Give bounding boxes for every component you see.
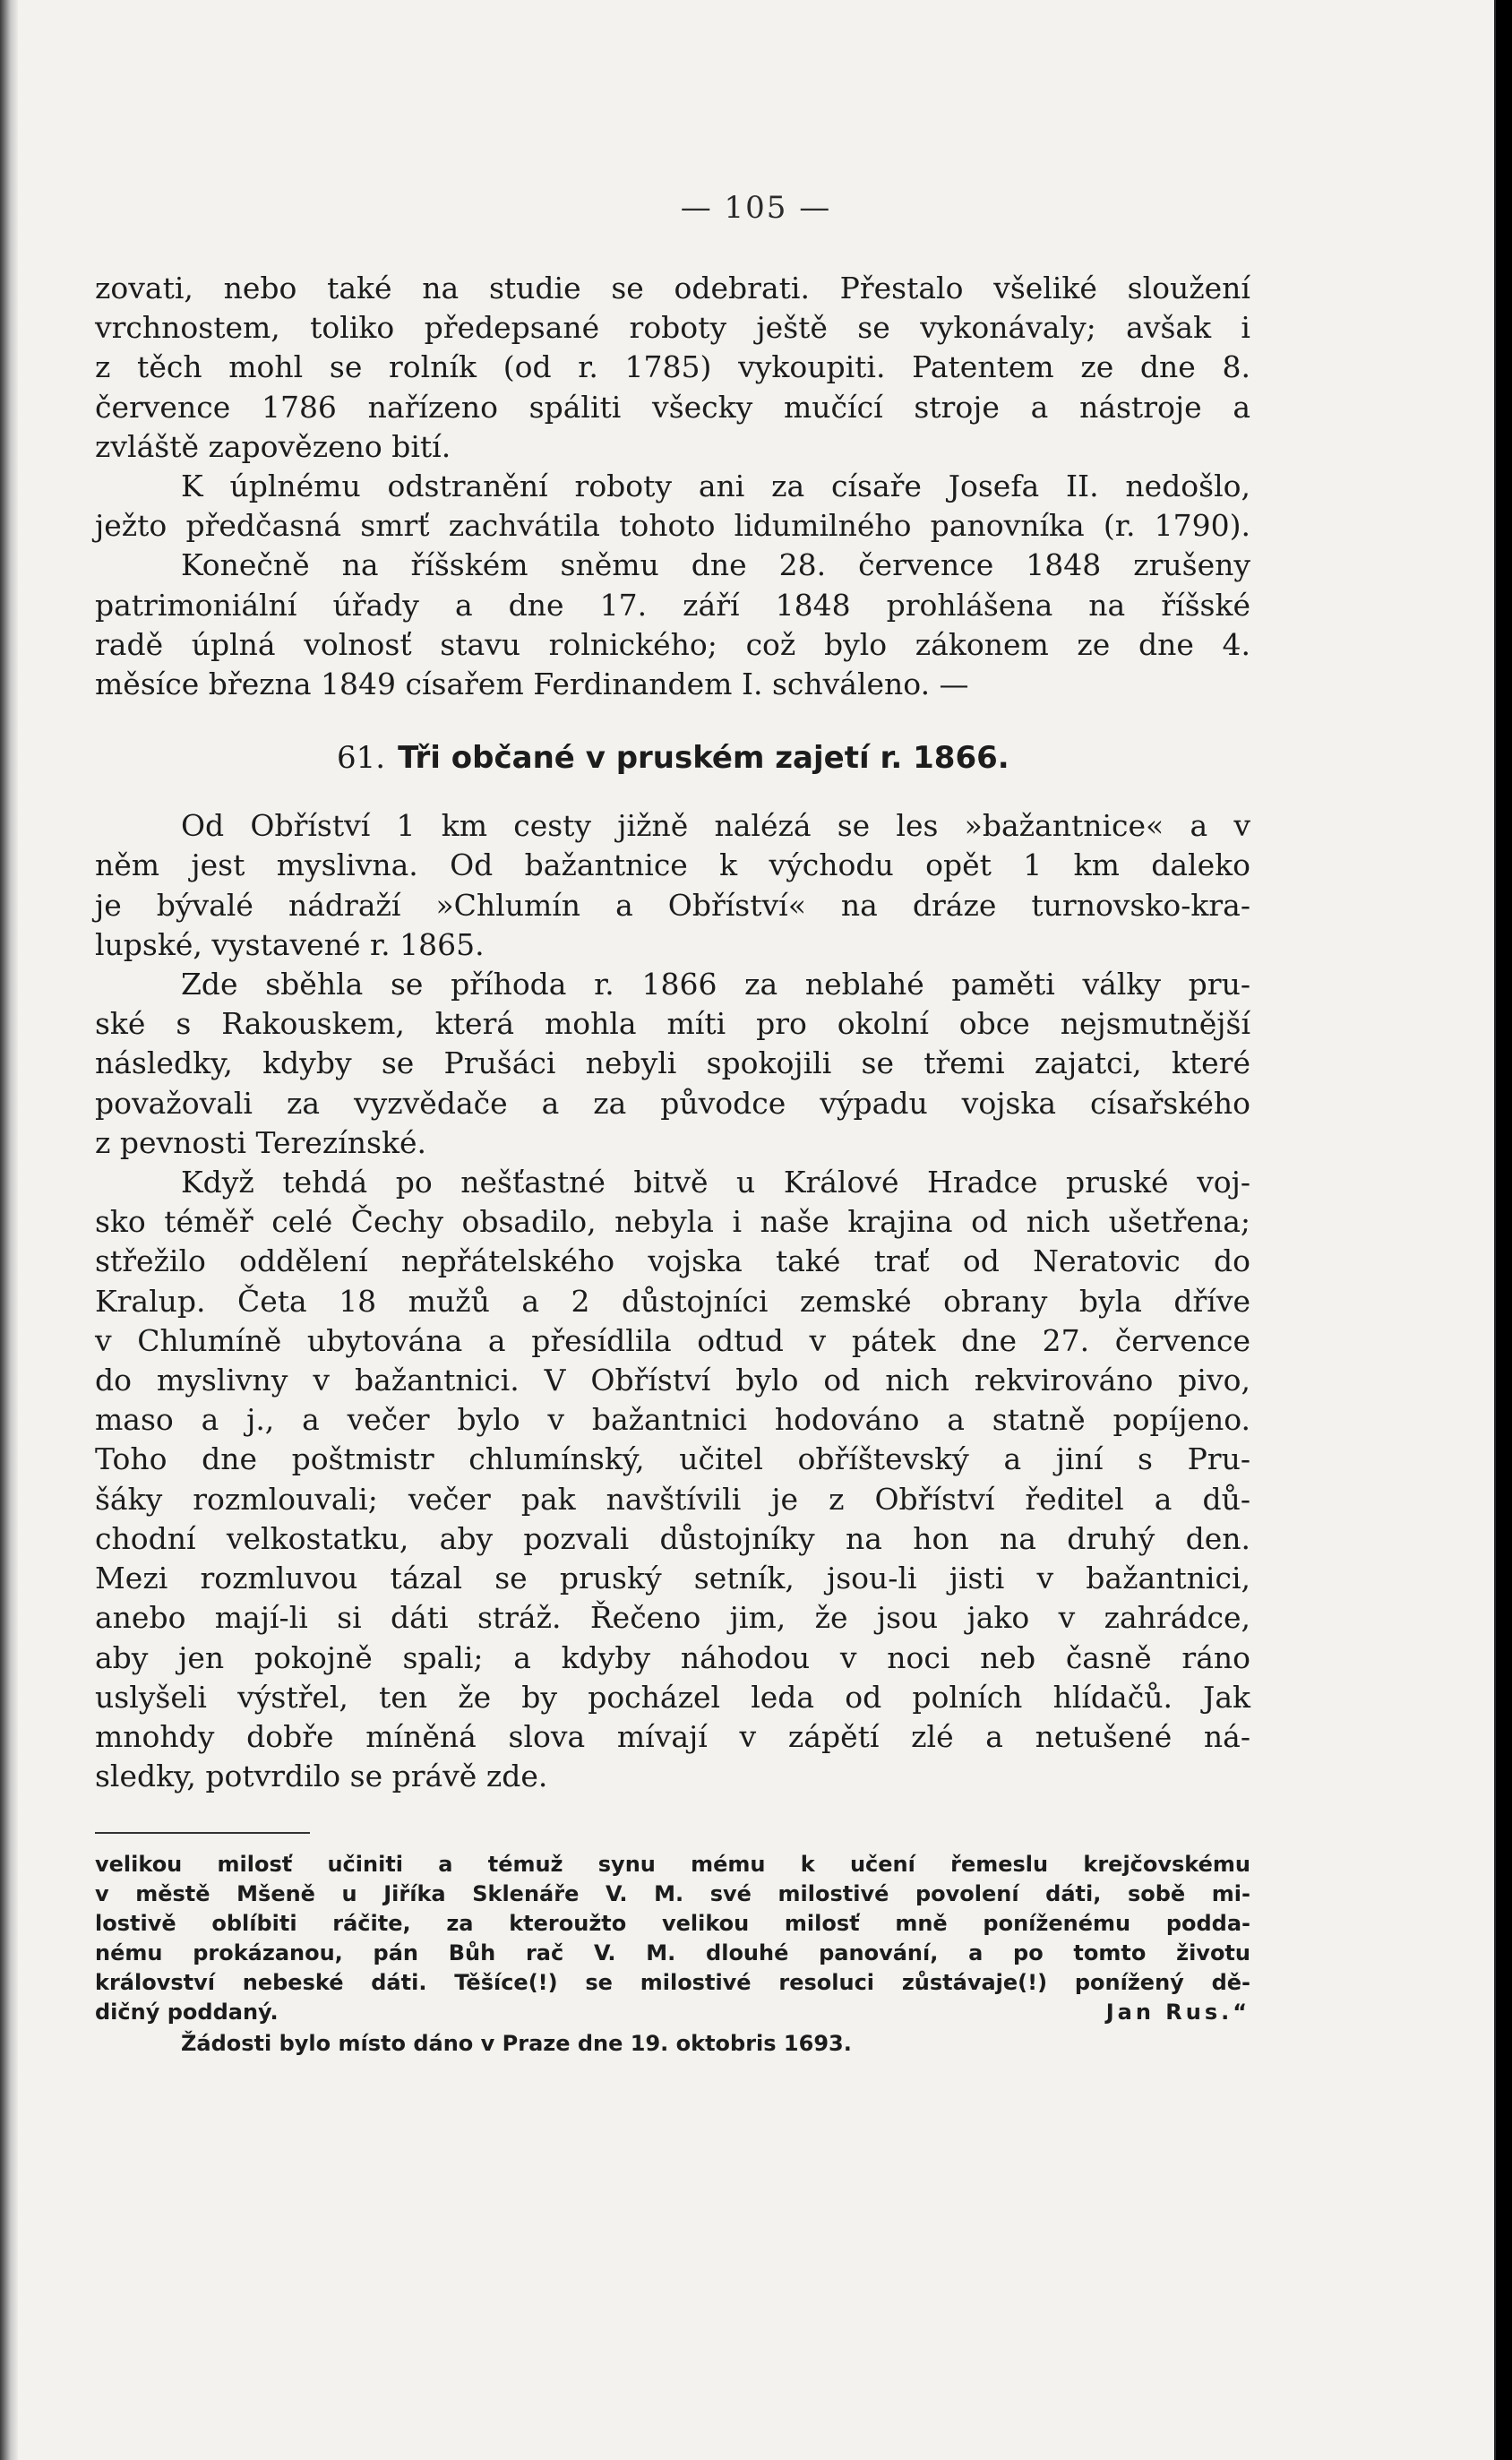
text-line: do myslivny v bažantnici. V Obříství bylo od nich rekvirováno pivo, [95, 1363, 1250, 1398]
section-paragraph [95, 1163, 1250, 1796]
section-paragraph [95, 806, 1250, 965]
scan-right-edge [1496, 0, 1512, 2460]
text-line: Konečně na říšském sněmu dne 28. července 1848 zrušeny [181, 547, 1250, 583]
text-line: maso a j., a večer bylo v bažantnici hodováno a statně popíjeno. [95, 1402, 1250, 1438]
text-line: sko téměř celé Čechy obsadilo, nebyla i naše krajina od nich ušetřena; [95, 1204, 1250, 1240]
scan-left-edge [0, 0, 18, 2460]
paragraph-robota [95, 467, 1250, 704]
footnote-line: království nebeské dáti. Těšíce(!) se milostivé resoluci zůstávaje(!) ponížený dě- [95, 1970, 1250, 1996]
footnote [95, 1850, 1250, 2059]
text-line: Od Obříství 1 km cesty jižně nalézá se les »bažantnice« a v [181, 808, 1250, 844]
section-title: Tři občané v pruském zajetí r. 1866. [398, 740, 1009, 777]
text-line: následky, kdyby se Prušáci nebyli spokojili se třemi zajatci, které [95, 1045, 1250, 1081]
text-line: uslyšeli výstřel, ten že by pocházel leda od polních hlídačů. Jak [95, 1679, 1250, 1715]
section-number: 61. [337, 740, 386, 777]
text-line: sledky, potvrdilo se právě zde. [95, 1759, 548, 1794]
text-line: v Chlumíně ubytována a přesídlila odtud v pátek dne 27. července [95, 1322, 1250, 1358]
text-line: šáky rozmlouvali; večer pak navštívili je z Obříství ředitel a dů- [95, 1481, 1250, 1517]
text-line: Kralup. Četa 18 mužů a 2 důstojníci zemské obrany byla dříve [95, 1283, 1250, 1319]
text-line: ské s Rakouskem, která mohla míti pro okolní obce nejsmutnější [95, 1006, 1250, 1042]
text-line: Když tehdá po nešťastné bitvě u Králové Hradce pruské voj- [181, 1165, 1250, 1200]
text-line: ježto předčasná smrť zachvátila tohoto lidumilného panovníka (r. 1790). [95, 508, 1250, 544]
footnote-line: velikou milosť učiniti a témuž synu mému k učení řemeslu krejčovskému [95, 1852, 1250, 1878]
footnote-line: v městě Mšeně u Jiříka Sklenáře V. M. své milostivé povolení dáti, sobě mi- [95, 1881, 1250, 1907]
text-line: zvláště zapovězeno bití. [95, 428, 451, 464]
text-line: Toho dne poštmistr chlumínský, učitel obříštevský a jiní s Pru- [95, 1441, 1250, 1477]
text-line: anebo mají-li si dáti stráž. Řečeno jim, že jsou jako v zahrádce, [95, 1600, 1250, 1636]
footnote-line: lostivě oblíbiti ráčite, za kteroužto velikou milosť mně poníženému podda- [95, 1911, 1250, 1937]
text-line: zovati, nebo také na studie se odebrati. Přestalo všeliké sloužení [95, 271, 1250, 305]
text-line: K úplnému odstranění roboty ani za císaře Josefa II. nedošlo, [181, 469, 1250, 504]
paragraph-continuation [95, 269, 1250, 467]
text-line: něm jest myslivna. Od bažantnice k východu opět 1 km daleko [95, 847, 1250, 883]
page-content [95, 269, 1250, 2059]
footnote-closing: Žádosti bylo místo dáno v Praze dne 19. oktobris 1693. [181, 2031, 852, 2057]
text-line: střežilo oddělení nepřátelského vojska také trať od Neratovic do [95, 1243, 1250, 1279]
text-line: z těch mohl se rolník (od r. 1785) vykoupiti. Patentem ze dne 8. [95, 349, 1250, 385]
section-paragraph [95, 965, 1250, 1163]
text-line: mnohdy dobře míněná slova mívají v zápětí zlé a netušené ná- [95, 1718, 1250, 1754]
book-page [18, 0, 1494, 2460]
text-line: měsíce března 1849 císařem Ferdinandem I. schváleno. — [95, 667, 969, 702]
text-line: je bývalé nádraží »Chlumín a Obříství« na dráze turnovsko-kra- [95, 887, 1250, 923]
footnote-signature: Jan Rus.“ [1105, 2000, 1250, 2026]
text-line: považovali za vyzvědače a za původce výpadu vojska císařského [95, 1085, 1250, 1121]
text-line: července 1786 nařízeno spáliti všecky mučící stroje a nástroje a [95, 389, 1250, 425]
footnote-line: nému prokázanou, pán Bůh rač V. M. dlouhé panování, a po tomto životu [95, 1940, 1250, 1966]
text-line: lupské, vystavené r. 1865. [95, 926, 485, 962]
text-line: z pevnosti Terezínské. [95, 1124, 426, 1160]
footnote-sign-left: dičný poddaný. [95, 2000, 279, 2026]
text-line: patrimoniální úřady a dne 17. září 1848 prohlášena na říšské [95, 587, 1250, 623]
text-line: radě úplná volnosť stavu rolnického; což bylo zákonem ze dne 4. [95, 626, 1250, 662]
text-line: Mezi rozmluvou tázal se pruský setník, jsou-li jisti v bažantnici, [95, 1561, 1250, 1596]
text-line: Zde sběhla se příhoda r. 1866 za neblahé paměti války pru- [181, 967, 1250, 1002]
footnote-divider [95, 1832, 310, 1834]
text-line: aby jen pokojně spali; a kdyby náhodou v noci neb časně ráno [95, 1639, 1250, 1675]
page-number: — 105 — [680, 190, 832, 226]
text-line: chodní velkostatku, aby pozvali důstojníky na hon na druhý den. [95, 1520, 1250, 1556]
text-line: vrchnostem, toliko předepsané roboty ještě se vykonávaly; avšak i [95, 310, 1250, 346]
footnote-signature-line [95, 1998, 1250, 2027]
section-heading [95, 740, 1250, 776]
